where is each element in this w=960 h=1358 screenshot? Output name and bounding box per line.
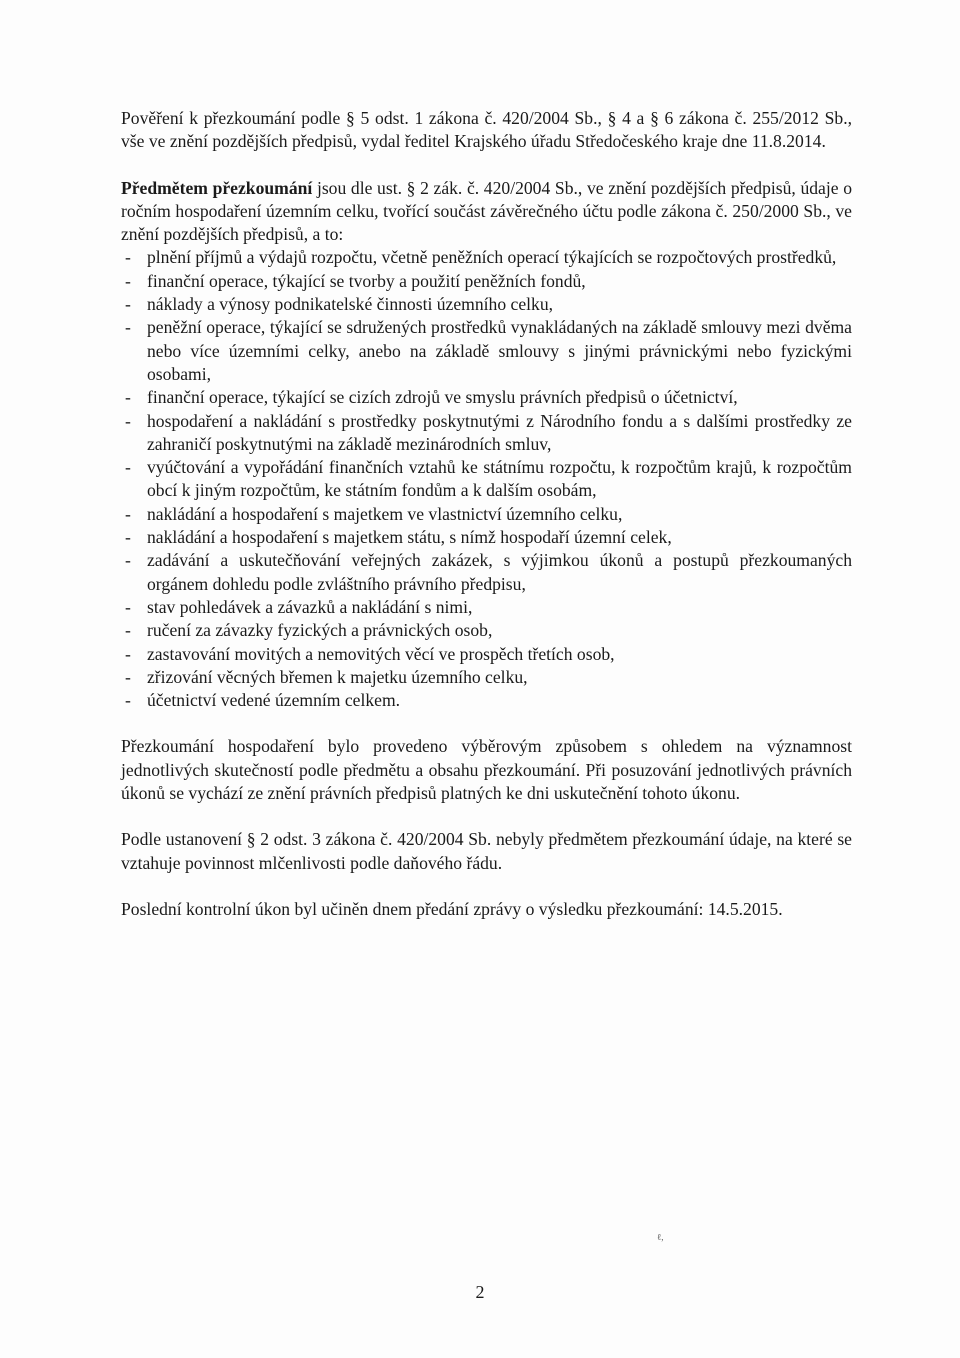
- list-item: - plnění příjmů a výdajů rozpočtu, včetně peněžních operací týkajících se rozpočtových prostředků,: [125, 247, 837, 268]
- subject-text: jsou dle ust. § 2 zák. č. 420/2004 Sb., ve znění pozdějších předpisů, údaje o ročním hospodaření územním celku, tvořící součást závěrečného účtu podle zákona č. 250/2000 Sb., ve znění pozdějších předpisů, a to:: [121, 177, 852, 245]
- authorization-paragraph: Pověření k přezkoumání podle § 5 odst. 1 zákona č. 420/2004 Sb., § 4 a § 6 zákona č. 255/2012 Sb., vše ve znění pozdějších předpisů, vydal ředitel Krajského úřadu Středočeského kraje dne 11.8.2014.: [121, 108, 852, 152]
- list-item: - vyúčtování a vypořádání finančních vztahů ke státnímu rozpočtu, k rozpočtům krajů, k rozpočtům obcí k jiným rozpočtům, ke státním fondům a k dalším osobám,: [125, 457, 852, 501]
- method-paragraph: Přezkoumání hospodaření bylo provedeno výběrovým způsobem s ohledem na významnost jednotlivých skutečností podle předmětu a obsahu přezkoumání. Při posuzování jednotlivých právních úkonů se vychází ze znění právních předpisů platných ke dni uskutečnění tohoto úkonu.: [121, 736, 852, 804]
- subject-paragraph: [121, 177, 852, 247]
- list-item: - hospodaření a nakládání s prostředky poskytnutými z Národního fondu a s dalšími prostředky ze zahraničí poskytnutými na základě mezinárodních smluv,: [125, 410, 852, 454]
- list-item: - účetnictví vedené územním celkem.: [125, 690, 401, 711]
- initials-mark: ℓ,: [657, 1232, 664, 1242]
- list-item: - peněžní operace, týkající se sdružených prostředků vynakládaných na základě smlouvy mezi dvěma nebo více územními celky, anebo na základě smlouvy s jinými právnickými nebo fyzickými osobami,: [125, 317, 852, 384]
- page-content: [121, 107, 852, 921]
- list-item: - nakládání a hospodaření s majetkem ve vlastnictví územního celku,: [125, 503, 623, 524]
- list-item: - zastavování movitých a nemovitých věcí ve prospěch třetích osob,: [125, 643, 615, 664]
- list-item: - finanční operace, týkající se cizích zdrojů ve smyslu právních předpisů o účetnictví,: [125, 387, 738, 408]
- confidentiality-paragraph: Podle ustanovení § 2 odst. 3 zákona č. 420/2004 Sb. nebyly předmětem přezkoumání údaje, na které se vztahuje povinnost mlčenlivosti podle daňového řádu.: [121, 829, 852, 873]
- list-item: - zadávání a uskutečňování veřejných zakázek, s výjimkou úkonů a postupů přezkoumaných orgánem dohledu podle zvláštního právního předpisu,: [125, 550, 852, 594]
- list-item: - finanční operace, týkající se tvorby a použití peněžních fondů,: [125, 270, 586, 291]
- list-item: - nakládání a hospodaření s majetkem státu, s nímž hospodaří územní celek,: [125, 527, 672, 548]
- list-item: - zřizování věcných břemen k majetku územního celku,: [125, 666, 528, 687]
- last-action-paragraph: Poslední kontrolní úkon byl učiněn dnem předání zprávy o výsledku přezkoumání: 14.5.2015.: [121, 898, 783, 919]
- scope-list: [121, 246, 852, 712]
- list-item: - stav pohledávek a závazků a nakládání s nimi,: [125, 596, 473, 617]
- list-item: - náklady a výnosy podnikatelské činnosti územního celku,: [125, 294, 554, 315]
- subject-heading: Předmětem přezkoumání: [121, 177, 313, 198]
- page-number: 2: [475, 1282, 485, 1302]
- list-item: - ručení za závazky fyzických a právnických osob,: [125, 620, 493, 641]
